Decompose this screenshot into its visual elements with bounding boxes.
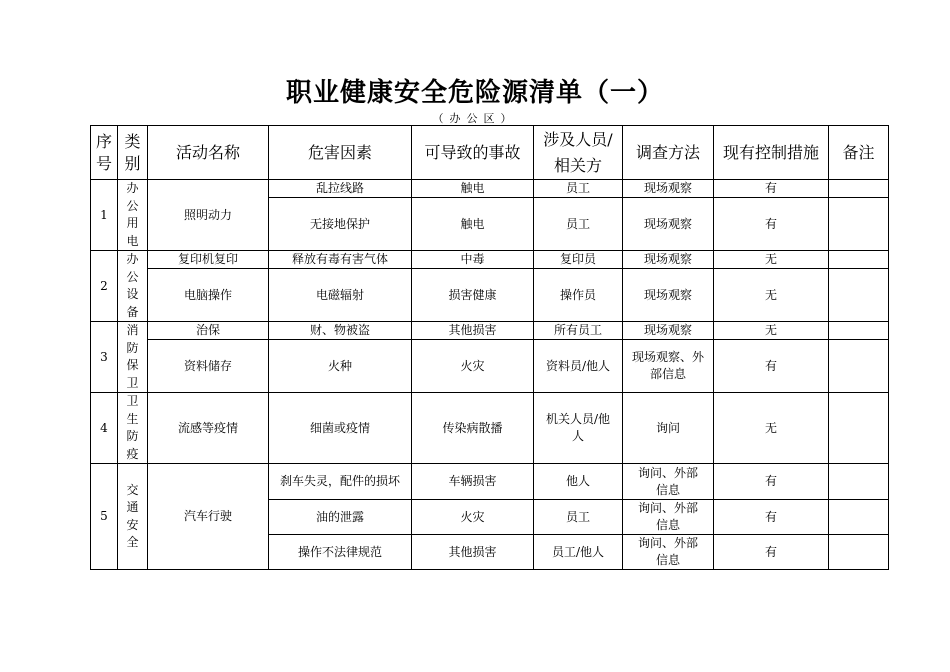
method-cell: 询问、外部信息 (623, 500, 714, 535)
control-cell: 有 (714, 535, 829, 570)
header-row (91, 126, 889, 180)
category-cell (118, 393, 148, 464)
accident-cell: 触电 (412, 180, 534, 198)
hazard-cell: 无接地保护 (269, 198, 412, 251)
note-cell (829, 251, 889, 269)
method-cell: 询问 (623, 393, 714, 464)
hazard-cell: 火种 (269, 340, 412, 393)
category-char: 用 (126, 216, 139, 230)
activity-cell: 复印机复印 (148, 251, 269, 269)
control-cell: 无 (714, 322, 829, 340)
people-cell: 资料员/他人 (534, 340, 623, 393)
accident-cell: 其他损害 (412, 322, 534, 340)
category-char: 备 (126, 304, 139, 319)
people-cell: 操作员 (534, 269, 623, 322)
category-char: 防 (126, 340, 139, 355)
category-char: 生 (126, 411, 139, 426)
header-seq-line2: 号 (95, 153, 112, 173)
method-cell: 现场观察 (623, 251, 714, 269)
people-cell: 员工/他人 (534, 535, 623, 570)
hazard-cell: 释放有毒有害气体 (269, 251, 412, 269)
control-cell: 有 (714, 464, 829, 500)
hazard-cell: 电磁辐射 (269, 269, 412, 322)
control-cell: 有 (714, 340, 829, 393)
activity-cell: 流感等疫情 (148, 393, 269, 464)
category-char: 防 (126, 429, 139, 443)
note-cell (829, 340, 889, 393)
header-people-line2: 相关方 (553, 155, 602, 175)
method-cell: 现场观察 (623, 322, 714, 340)
activity-cell: 电脑操作 (148, 269, 269, 322)
hazard-table (90, 125, 889, 570)
table-row (91, 393, 889, 464)
activity-cell: 照明动力 (148, 180, 269, 251)
table-row (91, 251, 889, 269)
table-row (91, 269, 889, 322)
category-char: 疫 (126, 446, 139, 461)
control-cell: 无 (714, 269, 829, 322)
seq-cell: 1 (91, 180, 118, 251)
accident-cell: 火灾 (412, 500, 534, 535)
category-cell (118, 322, 148, 393)
category-cell (118, 251, 148, 322)
header-accident: 可导致的事故 (412, 126, 534, 180)
hazard-cell: 细菌或疫情 (269, 393, 412, 464)
seq-cell: 2 (91, 251, 118, 322)
accident-cell: 中毒 (412, 251, 534, 269)
note-cell (829, 500, 889, 535)
note-cell (829, 393, 889, 464)
hazard-cell: 财、物被盗 (269, 322, 412, 340)
people-cell: 员工 (534, 198, 623, 251)
people-cell: 员工 (534, 500, 623, 535)
control-cell: 有 (714, 180, 829, 198)
note-cell (829, 198, 889, 251)
header-category-line1: 类 (124, 131, 141, 151)
hazard-cell: 油的泄露 (269, 500, 412, 535)
note-cell (829, 322, 889, 340)
activity-cell: 资料储存 (148, 340, 269, 393)
method-cell: 现场观察、外部信息 (623, 340, 714, 393)
table-row (91, 340, 889, 393)
accident-cell: 损害健康 (412, 269, 534, 322)
category-char: 通 (126, 500, 139, 514)
seq-cell: 3 (91, 322, 118, 393)
header-people (534, 126, 623, 180)
note-cell (829, 464, 889, 500)
category-char: 电 (126, 233, 139, 248)
header-seq (91, 126, 118, 180)
method-cell: 询问、外部信息 (623, 464, 714, 500)
hazard-cell: 操作不法律规范 (269, 535, 412, 570)
activity-cell: 汽车行驶 (148, 464, 269, 570)
header-activity: 活动名称 (148, 126, 269, 180)
method-cell: 询问、外部信息 (623, 535, 714, 570)
activity-cell: 治保 (148, 322, 269, 340)
accident-cell: 传染病散播 (412, 393, 534, 464)
table-row (91, 464, 889, 500)
category-char: 安 (126, 517, 139, 532)
document-title: 职业健康安全危险源清单（一） (285, 78, 664, 108)
document-subtitle: （办公区） (432, 112, 518, 125)
header-hazard: 危害因素 (269, 126, 412, 180)
header-category (118, 126, 148, 180)
accident-cell: 火灾 (412, 340, 534, 393)
category-char: 设 (126, 287, 139, 301)
table-row (91, 322, 889, 340)
category-cell (118, 180, 148, 251)
control-cell: 无 (714, 393, 829, 464)
header-control: 现有控制措施 (714, 126, 829, 180)
category-char: 办 (126, 252, 139, 266)
category-char: 办 (126, 181, 139, 195)
people-cell: 他人 (534, 464, 623, 500)
method-cell: 现场观察 (623, 198, 714, 251)
header-method: 调查方法 (623, 126, 714, 180)
category-char: 交 (126, 482, 139, 497)
control-cell: 有 (714, 500, 829, 535)
header-people-line1: 涉及人员/ (543, 129, 613, 149)
control-cell: 有 (714, 198, 829, 251)
header-category-line2: 别 (124, 153, 141, 173)
people-cell: 所有员工 (534, 322, 623, 340)
method-cell: 现场观察 (623, 180, 714, 198)
category-char: 消 (126, 323, 139, 337)
category-char: 卫 (126, 394, 139, 408)
hazard-cell: 乱拉线路 (269, 180, 412, 198)
control-cell: 无 (714, 251, 829, 269)
seq-cell: 4 (91, 393, 118, 464)
accident-cell: 其他损害 (412, 535, 534, 570)
people-cell: 员工 (534, 180, 623, 198)
method-cell: 现场观察 (623, 269, 714, 322)
category-char: 卫 (126, 375, 139, 390)
category-char: 公 (126, 198, 139, 213)
header-note: 备注 (829, 126, 889, 180)
note-cell (829, 180, 889, 198)
category-char: 公 (126, 269, 139, 284)
category-char: 全 (126, 535, 139, 549)
table-row (91, 180, 889, 198)
people-cell: 复印员 (534, 251, 623, 269)
category-char: 保 (126, 358, 139, 372)
header-seq-line1: 序 (95, 131, 112, 151)
accident-cell: 车辆损害 (412, 464, 534, 500)
note-cell (829, 535, 889, 570)
seq-cell: 5 (91, 464, 118, 570)
accident-cell: 触电 (412, 198, 534, 251)
hazard-cell: 刹车失灵，配件的损坏 (269, 464, 412, 500)
people-cell: 机关人员/他人 (534, 393, 623, 464)
category-cell (118, 464, 148, 570)
note-cell (829, 269, 889, 322)
